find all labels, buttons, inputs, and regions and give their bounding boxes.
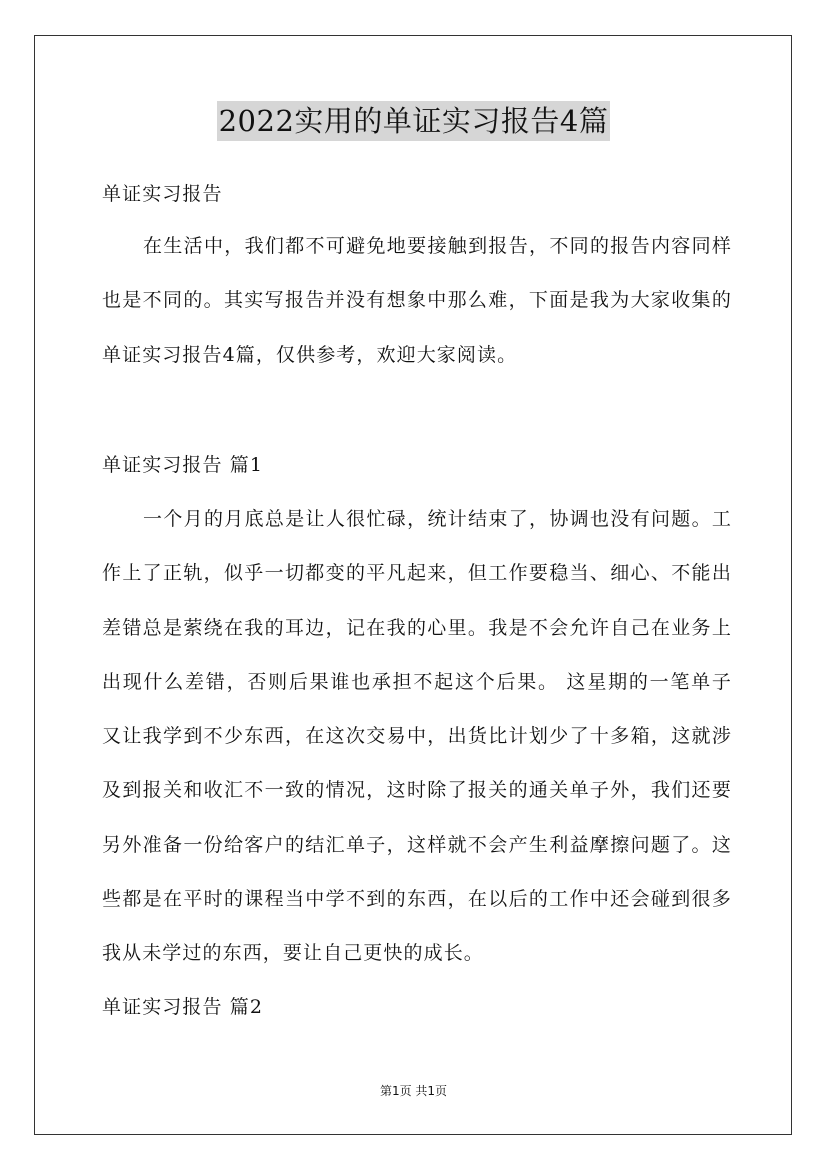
page-number-footer: 第1页 共1页 bbox=[379, 1084, 448, 1098]
intro-paragraph: 在生活中，我们都不可避免地要接触到报告，不同的报告内容同样也是不同的。其实写报告并没有想象中那么难，下面是我为大家收集的单证实习报告4篇，仅供参考，欢迎大家阅读。 bbox=[102, 235, 732, 366]
intro-heading: 单证实习报告 bbox=[102, 183, 223, 205]
section-2-heading: 单证实习报告 篇2 bbox=[102, 996, 264, 1018]
section-1-paragraph: 一个月的月底总是让人很忙碌，统计结束了，协调也没有问题。工作上了正轨，似乎一切都变的平凡起来，但工作要稳当、细心、不能出差错总是萦绕在我的耳边，记在我的心里。我是不会允许自己在业务上出现什么差错，否则后果谁也承担不起这个后果。 这星期的一笔单子又让我学到不少东西，在这次交易中，出货比计划少了十多箱，这就涉及到报关和收汇不一致的情况，这时除了报关的通关单子外，我们还要另外准备一份给客户的结汇单子，这样就不会产生利益摩擦问题了。这些都是在平时的课程当中学不到的东西，在以后的工作中还会碰到很多我从未学过的东西，要让自己更快的成长。 bbox=[102, 508, 732, 965]
title-container bbox=[0, 101, 827, 141]
document-title: 2022实用的单证实习报告4篇 bbox=[217, 101, 611, 141]
section-1-heading: 单证实习报告 篇1 bbox=[102, 454, 264, 476]
